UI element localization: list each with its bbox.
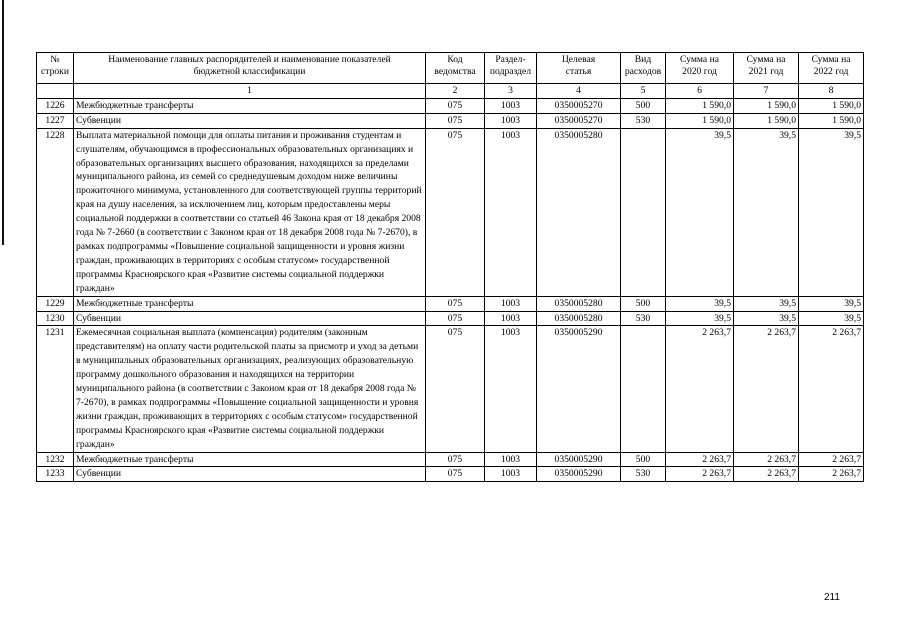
row-sum-2020: 2 263,7 bbox=[666, 452, 734, 467]
row-target-article: 0350005270 bbox=[537, 98, 621, 113]
row-target-article: 0350005290 bbox=[537, 326, 621, 452]
row-expense-type: 500 bbox=[621, 452, 666, 467]
row-name: Межбюджетные трансферты bbox=[74, 452, 426, 467]
row-sum-2021: 2 263,7 bbox=[734, 326, 799, 452]
row-section: 1003 bbox=[485, 113, 537, 128]
row-expense-type: 500 bbox=[621, 98, 666, 113]
row-section: 1003 bbox=[485, 98, 537, 113]
row-target-article: 0350005280 bbox=[537, 311, 621, 326]
row-name: Субвенции bbox=[74, 311, 426, 326]
row-sum-2022: 39,5 bbox=[799, 128, 864, 296]
row-dept-code: 075 bbox=[426, 311, 485, 326]
header-section: Раздел- подраздел bbox=[485, 53, 537, 84]
row-expense-type: 530 bbox=[621, 311, 666, 326]
page-number: 211 bbox=[824, 592, 840, 603]
column-number: 5 bbox=[621, 84, 666, 99]
row-sum-2022: 2 263,7 bbox=[799, 452, 864, 467]
row-sum-2020: 1 590,0 bbox=[666, 113, 734, 128]
header-row-number: № строки bbox=[37, 53, 74, 84]
table-row bbox=[37, 326, 864, 452]
column-number: 1 bbox=[74, 84, 426, 99]
table-header-row bbox=[37, 53, 864, 84]
row-expense-type bbox=[621, 128, 666, 296]
table-row bbox=[37, 452, 864, 467]
header-dept-code: Код ведомства bbox=[426, 53, 485, 84]
row-sum-2020: 1 590,0 bbox=[666, 98, 734, 113]
row-sum-2021: 39,5 bbox=[734, 128, 799, 296]
row-sum-2021: 2 263,7 bbox=[734, 452, 799, 467]
row-dept-code: 075 bbox=[426, 467, 485, 482]
header-sum-2020: Сумма на 2020 год bbox=[666, 53, 734, 84]
row-section: 1003 bbox=[485, 326, 537, 452]
budget-table bbox=[36, 52, 864, 482]
column-number: 7 bbox=[734, 84, 799, 99]
column-number-row bbox=[37, 84, 864, 99]
header-target-article: Целевая статья bbox=[537, 53, 621, 84]
row-section: 1003 bbox=[485, 311, 537, 326]
row-sum-2020: 39,5 bbox=[666, 128, 734, 296]
row-dept-code: 075 bbox=[426, 326, 485, 452]
header-name: Наименование главных распорядителей и наименование показателей бюджетной классификации bbox=[74, 53, 426, 84]
row-name: Межбюджетные трансферты bbox=[74, 98, 426, 113]
row-sum-2022: 2 263,7 bbox=[799, 467, 864, 482]
row-dept-code: 075 bbox=[426, 113, 485, 128]
row-sum-2021: 39,5 bbox=[734, 296, 799, 311]
row-number: 1230 bbox=[37, 311, 74, 326]
row-name: Межбюджетные трансферты bbox=[74, 296, 426, 311]
row-expense-type: 530 bbox=[621, 113, 666, 128]
table-row bbox=[37, 467, 864, 482]
row-number: 1226 bbox=[37, 98, 74, 113]
row-number: 1232 bbox=[37, 452, 74, 467]
row-section: 1003 bbox=[485, 296, 537, 311]
row-section: 1003 bbox=[485, 452, 537, 467]
row-name: Выплата материальной помощи для оплаты питания и проживания студентам и слушателям, обучающимся в профессиональных образовательных организациях и образовательных организациях высшего образования, находящихся за пределами муниципального района, из семей со среднедушевым доходом ниже величины прожиточного минимума, установленного для соответствующей группы территорий края на душу населения, за исключением лиц, которым предоставлены меры социальной поддержки в соответствии со статьей 46 Закона края от 18 декабря 2008 года № 7-2660 (в соответствии с Законом края от 18 декабря 2008 года № 7-2670), в рамках подпрограммы «Повышение социальной защищенности и уровня жизни граждан, проживающих в территориях с особым статусом» государственной программы Красноярского края «Развитие системы социальной поддержки граждан» bbox=[74, 128, 426, 296]
row-expense-type bbox=[621, 326, 666, 452]
row-target-article: 0350005290 bbox=[537, 452, 621, 467]
row-name: Субвенции bbox=[74, 113, 426, 128]
row-sum-2021: 1 590,0 bbox=[734, 98, 799, 113]
row-sum-2020: 39,5 bbox=[666, 311, 734, 326]
row-sum-2022: 39,5 bbox=[799, 311, 864, 326]
table-row bbox=[37, 113, 864, 128]
header-expense-type: Вид расходов bbox=[621, 53, 666, 84]
table-row bbox=[37, 98, 864, 113]
column-number: 6 bbox=[666, 84, 734, 99]
row-section: 1003 bbox=[485, 128, 537, 296]
row-number: 1233 bbox=[37, 467, 74, 482]
column-number: 8 bbox=[799, 84, 864, 99]
row-section: 1003 bbox=[485, 467, 537, 482]
table-row bbox=[37, 311, 864, 326]
column-number: 4 bbox=[537, 84, 621, 99]
row-target-article: 0350005270 bbox=[537, 113, 621, 128]
row-dept-code: 075 bbox=[426, 452, 485, 467]
row-dept-code: 075 bbox=[426, 98, 485, 113]
column-number: 3 bbox=[485, 84, 537, 99]
row-target-article: 0350005280 bbox=[537, 296, 621, 311]
row-sum-2022: 39,5 bbox=[799, 296, 864, 311]
budget-sheet bbox=[36, 52, 863, 482]
row-sum-2020: 2 263,7 bbox=[666, 467, 734, 482]
column-number: 2 bbox=[426, 84, 485, 99]
row-number: 1229 bbox=[37, 296, 74, 311]
column-number bbox=[37, 84, 74, 99]
row-sum-2022: 2 263,7 bbox=[799, 326, 864, 452]
row-sum-2022: 1 590,0 bbox=[799, 98, 864, 113]
margin-line bbox=[2, 0, 4, 245]
table-row bbox=[37, 296, 864, 311]
row-sum-2020: 39,5 bbox=[666, 296, 734, 311]
row-dept-code: 075 bbox=[426, 296, 485, 311]
row-dept-code: 075 bbox=[426, 128, 485, 296]
row-sum-2021: 1 590,0 bbox=[734, 113, 799, 128]
row-expense-type: 530 bbox=[621, 467, 666, 482]
header-sum-2021: Сумма на 2021 год bbox=[734, 53, 799, 84]
row-sum-2021: 2 263,7 bbox=[734, 467, 799, 482]
row-number: 1227 bbox=[37, 113, 74, 128]
table-row bbox=[37, 128, 864, 296]
row-number: 1231 bbox=[37, 326, 74, 452]
row-target-article: 0350005280 bbox=[537, 128, 621, 296]
row-number: 1228 bbox=[37, 128, 74, 296]
row-expense-type: 500 bbox=[621, 296, 666, 311]
row-name: Ежемесячная социальная выплата (компенсация) родителям (законным представителям) на оплату части родительской платы за присмотр и уход за детьми в муниципальных образовательных организациях, реализующих образовательную программу дошкольного образования и находящихся на территории муниципального района (в соответствии с Законом края от 18 декабря 2008 года № 7-2670), в рамках подпрограммы «Повышение социальной защищенности и уровня жизни граждан, проживающих в территориях с особым статусом» государственной программы Красноярского края «Развитие системы социальной поддержки граждан» bbox=[74, 326, 426, 452]
row-sum-2021: 39,5 bbox=[734, 311, 799, 326]
row-target-article: 0350005290 bbox=[537, 467, 621, 482]
row-sum-2022: 1 590,0 bbox=[799, 113, 864, 128]
header-sum-2022: Сумма на 2022 год bbox=[799, 53, 864, 84]
row-name: Субвенции bbox=[74, 467, 426, 482]
row-sum-2020: 2 263,7 bbox=[666, 326, 734, 452]
